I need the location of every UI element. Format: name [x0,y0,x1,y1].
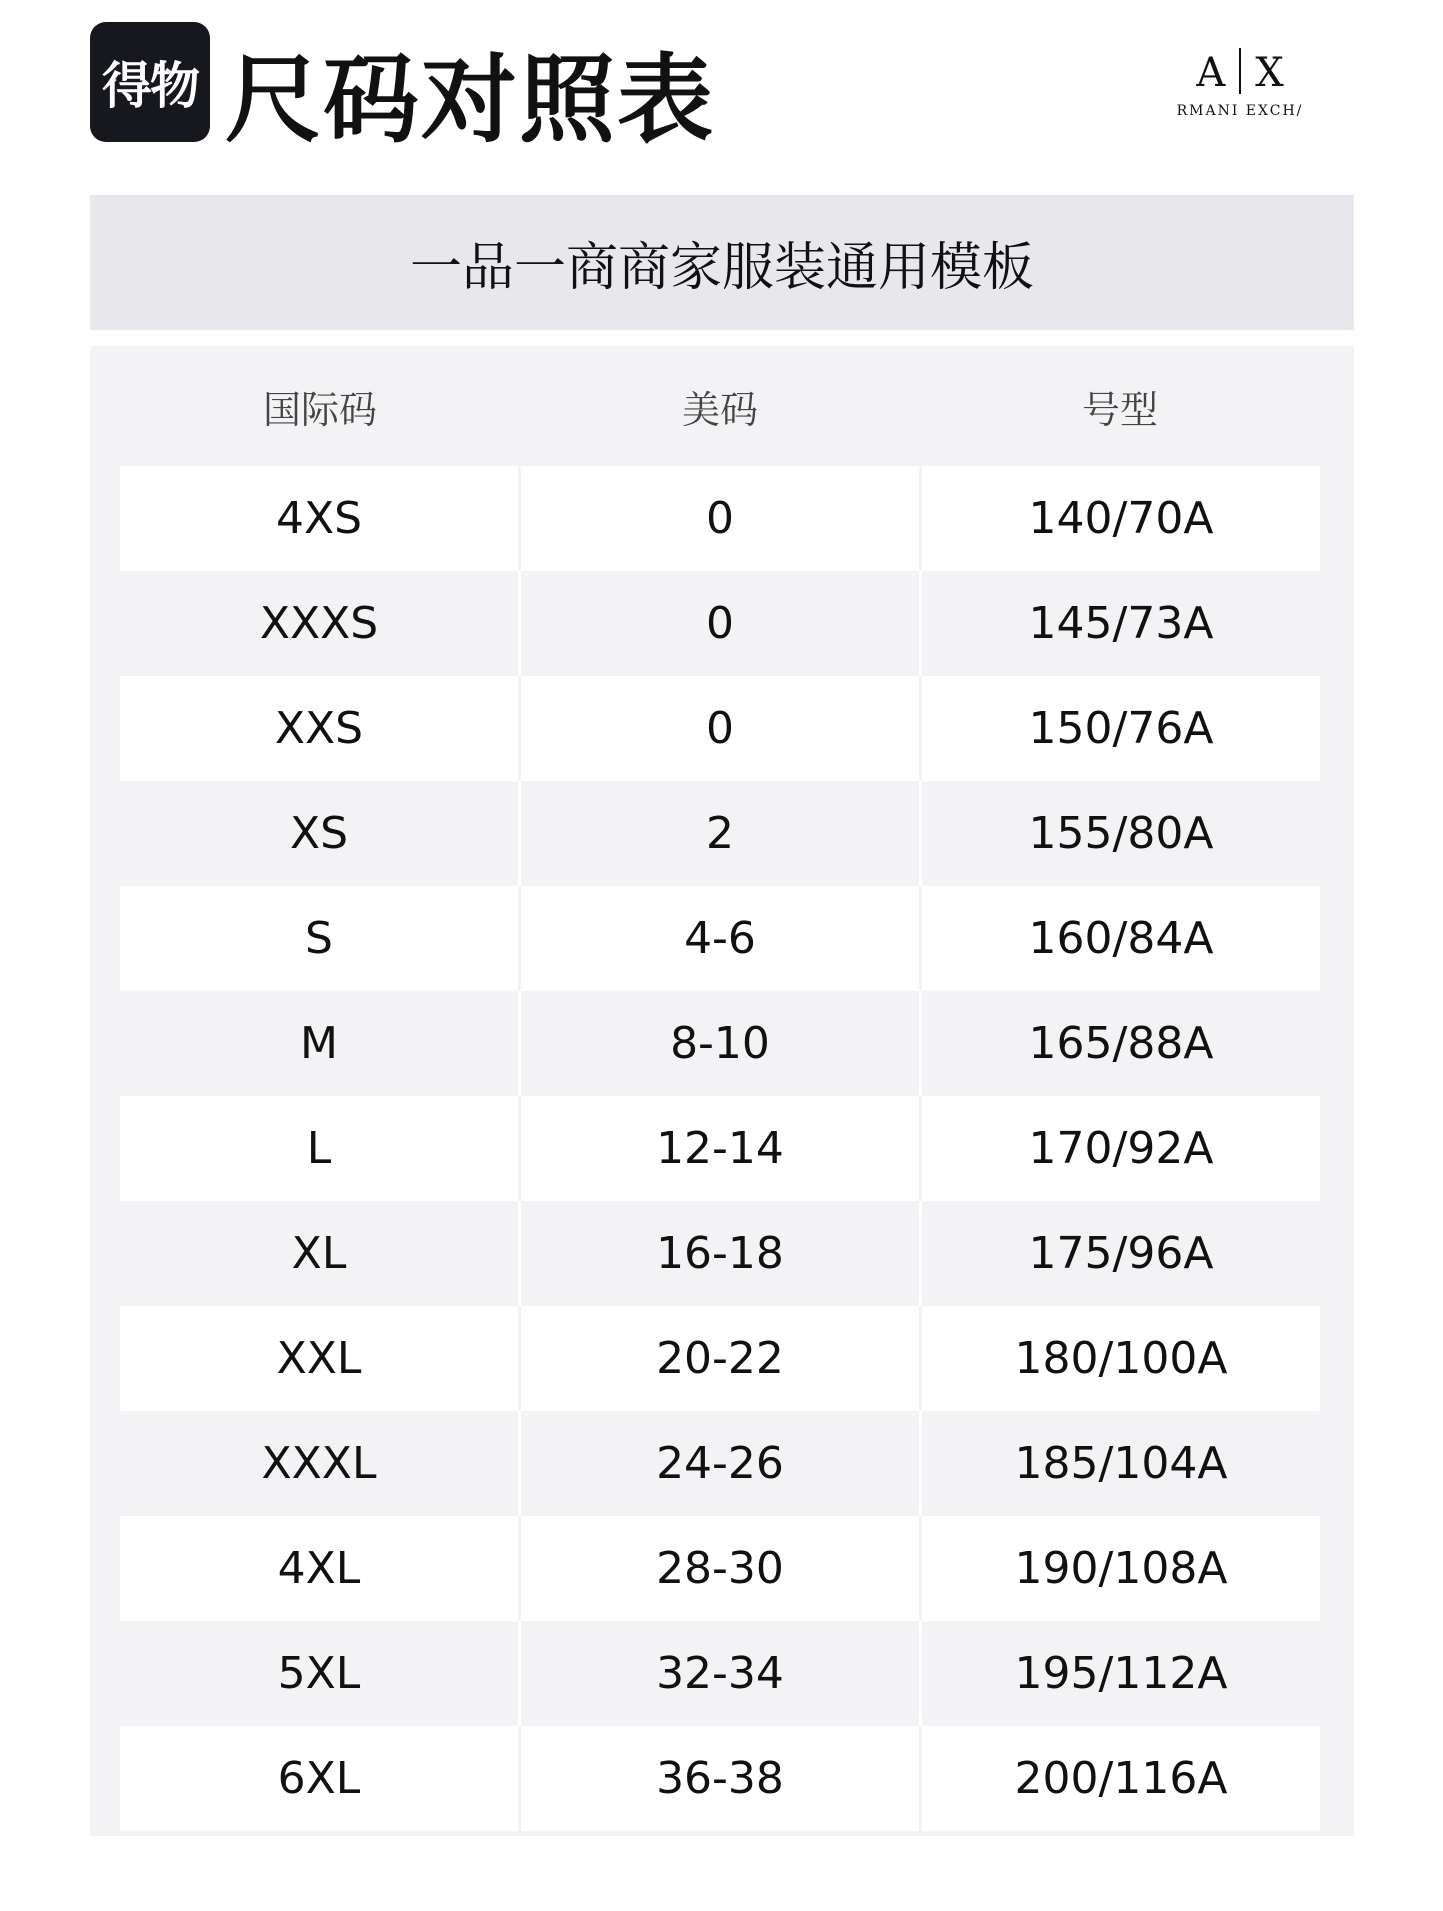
cell-international-size: XXXL [261,1438,377,1489]
table-row [120,466,1320,571]
cell-us-size: 2 [518,781,919,886]
table-row [120,1306,1320,1411]
cell-us-size: 16-18 [518,1201,919,1306]
cell-body-type: 200/116A [919,1726,1320,1831]
table-row [120,991,1320,1096]
cell-body-type: 185/104A [919,1411,1320,1516]
cell-international-size: S [120,886,518,991]
table-row [120,1096,1320,1201]
cell-body-type: 190/108A [919,1516,1320,1621]
table-row [120,1726,1320,1831]
cell-international-size: 5XL [277,1648,361,1699]
cell-international-size: XXXS [259,598,379,649]
app-logo-text: 得物 [102,57,198,115]
table-body [120,466,1320,1831]
cell-international-size: XS [289,808,349,859]
cell-us-size: 8-10 [518,991,919,1096]
table-row [120,886,1320,991]
cell-us-size: 12-14 [518,1096,919,1201]
cell-international-size: XL [291,1228,347,1279]
template-subtitle-text: 一品一商商家服装通用模板 [409,238,1034,298]
table-row [120,781,1320,886]
cell-body-type: 180/100A [919,1306,1320,1411]
table-row [120,571,1320,676]
page-title: 尺码对照表 [225,44,715,156]
column-header-body-type: 号型 [1081,387,1158,432]
cell-body-type: 170/92A [919,1096,1320,1201]
cell-body-type: 165/88A [919,991,1320,1096]
cell-body-type: 155/80A [919,781,1320,886]
cell-us-size: 28-30 [518,1516,919,1621]
table-row [120,1516,1320,1621]
cell-us-size: 0 [518,571,919,676]
brand-logo [1150,48,1330,128]
table-header [120,346,1320,466]
cell-body-type: 150/76A [919,676,1320,781]
cell-us-size: 32-34 [518,1621,919,1726]
size-table [90,346,1354,1836]
table-row [120,1201,1320,1306]
cell-body-type: 175/96A [919,1201,1320,1306]
cell-body-type: 140/70A [919,466,1320,571]
brand-mark-left: A [1196,50,1226,96]
brand-mark-right: X [1255,50,1284,96]
cell-body-type: 195/112A [919,1621,1320,1726]
cell-international-size: XXS [120,676,518,781]
cell-us-size: 36-38 [518,1726,919,1831]
cell-international-size: 4XL [120,1516,518,1621]
cell-us-size: 20-22 [518,1306,919,1411]
cell-international-size: M [300,1018,338,1069]
cell-us-size: 24-26 [518,1411,919,1516]
cell-international-size: 4XS [120,466,518,571]
cell-us-size: 4-6 [518,886,919,991]
cell-us-size: 0 [518,466,919,571]
cell-international-size: L [120,1096,518,1201]
brand-subtitle: RMANI EXCH/ [1176,103,1304,119]
brand-divider [1239,48,1241,94]
cell-international-size: XXL [120,1306,518,1411]
cell-body-type: 160/84A [919,886,1320,991]
column-header-us: 美码 [681,387,758,432]
table-row [120,1621,1320,1726]
brand-mark [1150,48,1330,97]
table-row [120,676,1320,781]
column-header-international: 国际码 [262,387,377,432]
table-row [120,1411,1320,1516]
app-logo [90,22,210,142]
cell-us-size: 0 [518,676,919,781]
cell-body-type: 145/73A [919,571,1320,676]
cell-international-size: 6XL [120,1726,518,1831]
template-subtitle [90,195,1354,330]
